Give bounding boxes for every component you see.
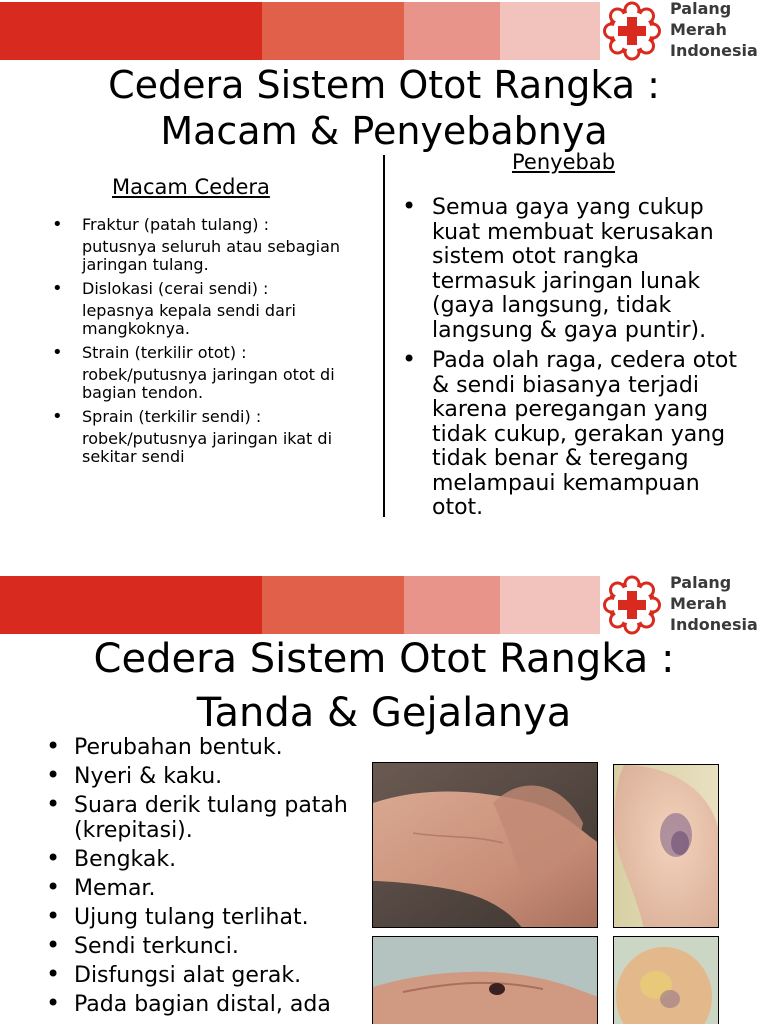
title-line2: Tanda & Gejalanya [196, 690, 572, 736]
injury-description: lepasnya kepala sendi dari mangkoknya. [82, 301, 296, 338]
org-name-line1: Palang [670, 0, 732, 18]
injury-description: robek/putusnya jaringan ikat di sekitar sendi [82, 429, 333, 466]
slide-title [0, 632, 768, 740]
injury-term: • Sprain (terkilir sendi) : [82, 407, 262, 426]
red-cross-icon [600, 0, 664, 62]
list-item: • Bengkak. [46, 848, 356, 873]
heading-penyebab: Penyebab [512, 150, 616, 174]
header-color-band [0, 576, 600, 634]
list-item: • Pada bagian distal, ada [46, 993, 356, 1018]
causes-list [402, 196, 742, 527]
swollen-joint-photo [613, 936, 719, 1024]
injured-foot-photo [372, 762, 598, 928]
list-item [52, 216, 372, 274]
heading-macam-cedera: Macam Cedera [112, 175, 270, 199]
signs-symptoms-list [46, 736, 356, 1022]
injured-hand-photo [372, 936, 598, 1024]
list-item: • Perubahan bentuk. [46, 736, 356, 761]
list-item [52, 280, 372, 338]
red-cross-icon [600, 574, 664, 636]
list-item: • Disfungsi alat gerak. [46, 964, 356, 989]
org-name-line2: Merah [670, 594, 727, 613]
injury-term: • Dislokasi (cerai sendi) : [82, 279, 269, 298]
bruised-shoulder-photo [613, 764, 719, 928]
list-item: • Nyeri & kaku. [46, 765, 356, 790]
title-line2: Macam & Penyebabnya [160, 109, 608, 153]
title-line1: Cedera Sistem Otot Rangka : [108, 63, 660, 107]
pmi-logo [600, 0, 768, 62]
slide-title [0, 62, 768, 154]
org-name [670, 0, 758, 61]
injury-description: robek/putusnya jaringan otot di bagian tendon. [82, 365, 335, 402]
slide-tanda-gejala [0, 574, 768, 1024]
injury-term: • Fraktur (patah tulang) : [82, 215, 269, 234]
list-item: • Sendi terkunci. [46, 935, 356, 960]
list-item [52, 408, 372, 466]
list-item: • Ujung tulang terlihat. [46, 906, 356, 931]
org-name [670, 574, 758, 635]
org-name-line1: Palang [670, 574, 732, 592]
injury-description: putusnya seluruh atau sebagian jaringan tulang. [82, 237, 341, 274]
list-item: • Suara derik tulang patah (krepitasi). [46, 794, 356, 843]
pmi-logo [600, 574, 768, 636]
injury-term: • Strain (terkilir otot) : [82, 343, 247, 362]
list-item: • Semua gaya yang cukup kuat membuat kerusakan sistem otot rangka termasuk jaringan lunak (gaya langsung, tidak langsung & gaya puntir). [402, 196, 742, 343]
header-color-band [0, 2, 600, 60]
list-item [52, 344, 372, 402]
column-divider [383, 155, 385, 517]
org-name-line3: Indonesia [670, 615, 758, 634]
list-item: • Pada olah raga, cedera otot & sendi biasanya terjadi karena peregangan yang tidak cukup, gerakan yang tidak benar & teregang melampaui kemampuan otot. [402, 349, 742, 521]
org-name-line2: Merah [670, 20, 727, 39]
list-item: • Memar. [46, 877, 356, 902]
injury-types-list [52, 216, 372, 472]
org-name-line3: Indonesia [670, 41, 758, 60]
title-line1: Cedera Sistem Otot Rangka : [93, 636, 675, 682]
